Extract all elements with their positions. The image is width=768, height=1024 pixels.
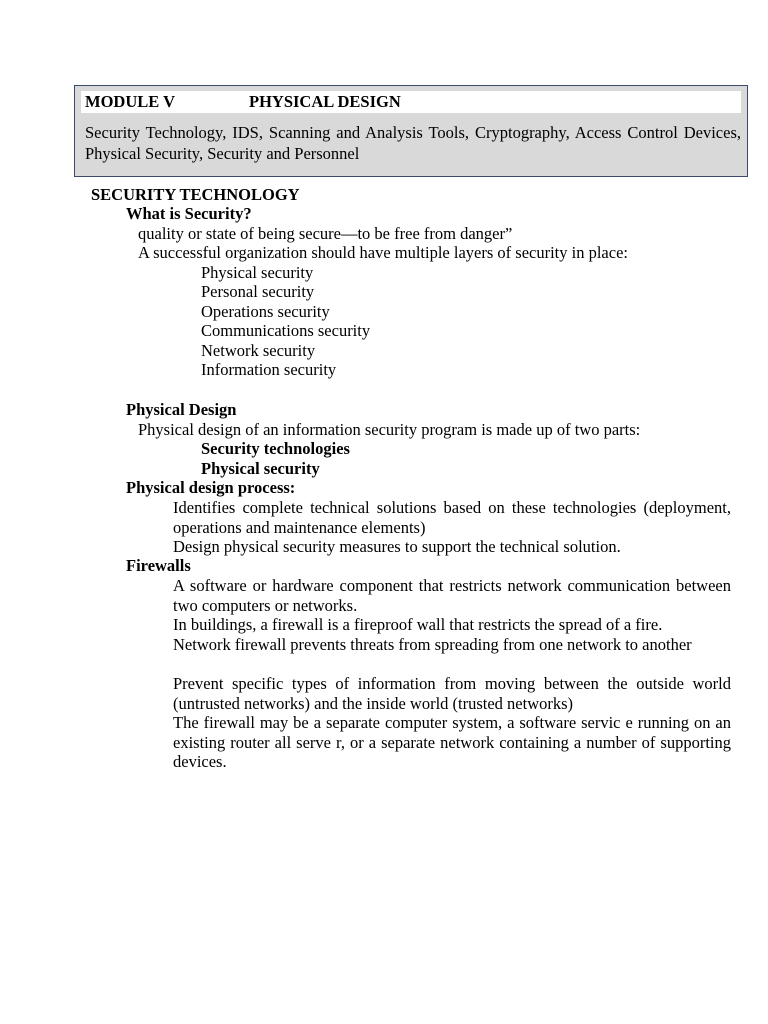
- section-heading: SECURITY TECHNOLOGY: [91, 185, 300, 204]
- module-label: MODULE V: [85, 92, 175, 111]
- module-header: [81, 91, 741, 113]
- firewall-item: A software or hardware component that restricts network communication between two computers or networks.: [173, 576, 731, 615]
- firewall-item: In buildings, a firewall is a fireproof wall that restricts the spread of a fire.: [173, 615, 663, 634]
- physical-design-heading: Physical Design: [126, 400, 237, 419]
- security-layer-item: Physical security: [201, 263, 314, 282]
- firewall-item: Prevent specific types of information from moving between the outside world (untrusted networks) and the inside world (trusted networks): [173, 674, 731, 713]
- physical-design-part: Physical security: [201, 459, 320, 478]
- security-layer-item: Information security: [201, 360, 337, 379]
- firewall-item: Network firewall prevents threats from spreading from one network to another: [173, 635, 692, 654]
- module-title: PHYSICAL DESIGN: [249, 92, 401, 111]
- what-is-security-heading: What is Security?: [126, 204, 252, 223]
- security-layer-item: Network security: [201, 341, 316, 360]
- security-definition: quality or state of being secure—to be free from danger”: [138, 224, 513, 243]
- module-summary-box: [74, 85, 748, 177]
- firewall-item: The firewall may be a separate computer system, a software servic e running on an existing router all serve r, or a separate network containing a number of supporting devices.: [173, 713, 731, 772]
- physical-design-process-heading: Physical design process:: [126, 478, 296, 497]
- security-layer-item: Communications security: [201, 321, 371, 340]
- security-layer-item: Personal security: [201, 282, 315, 301]
- security-layers-intro: A successful organization should have multiple layers of security in place:: [138, 243, 628, 262]
- module-description: Security Technology, IDS, Scanning and Analysis Tools, Cryptography, Access Control Devices, Physical Security, Security and Personnel: [85, 123, 741, 163]
- firewalls-heading: Firewalls: [126, 556, 191, 575]
- physical-design-intro: Physical design of an information security program is made up of two parts:: [138, 420, 641, 439]
- process-item: Identifies complete technical solutions based on these technologies (deployment, operations and maintenance elements): [173, 498, 731, 537]
- physical-design-part: Security technologies: [201, 439, 350, 458]
- process-item: Design physical security measures to support the technical solution.: [173, 537, 621, 556]
- security-layer-item: Operations security: [201, 302, 330, 321]
